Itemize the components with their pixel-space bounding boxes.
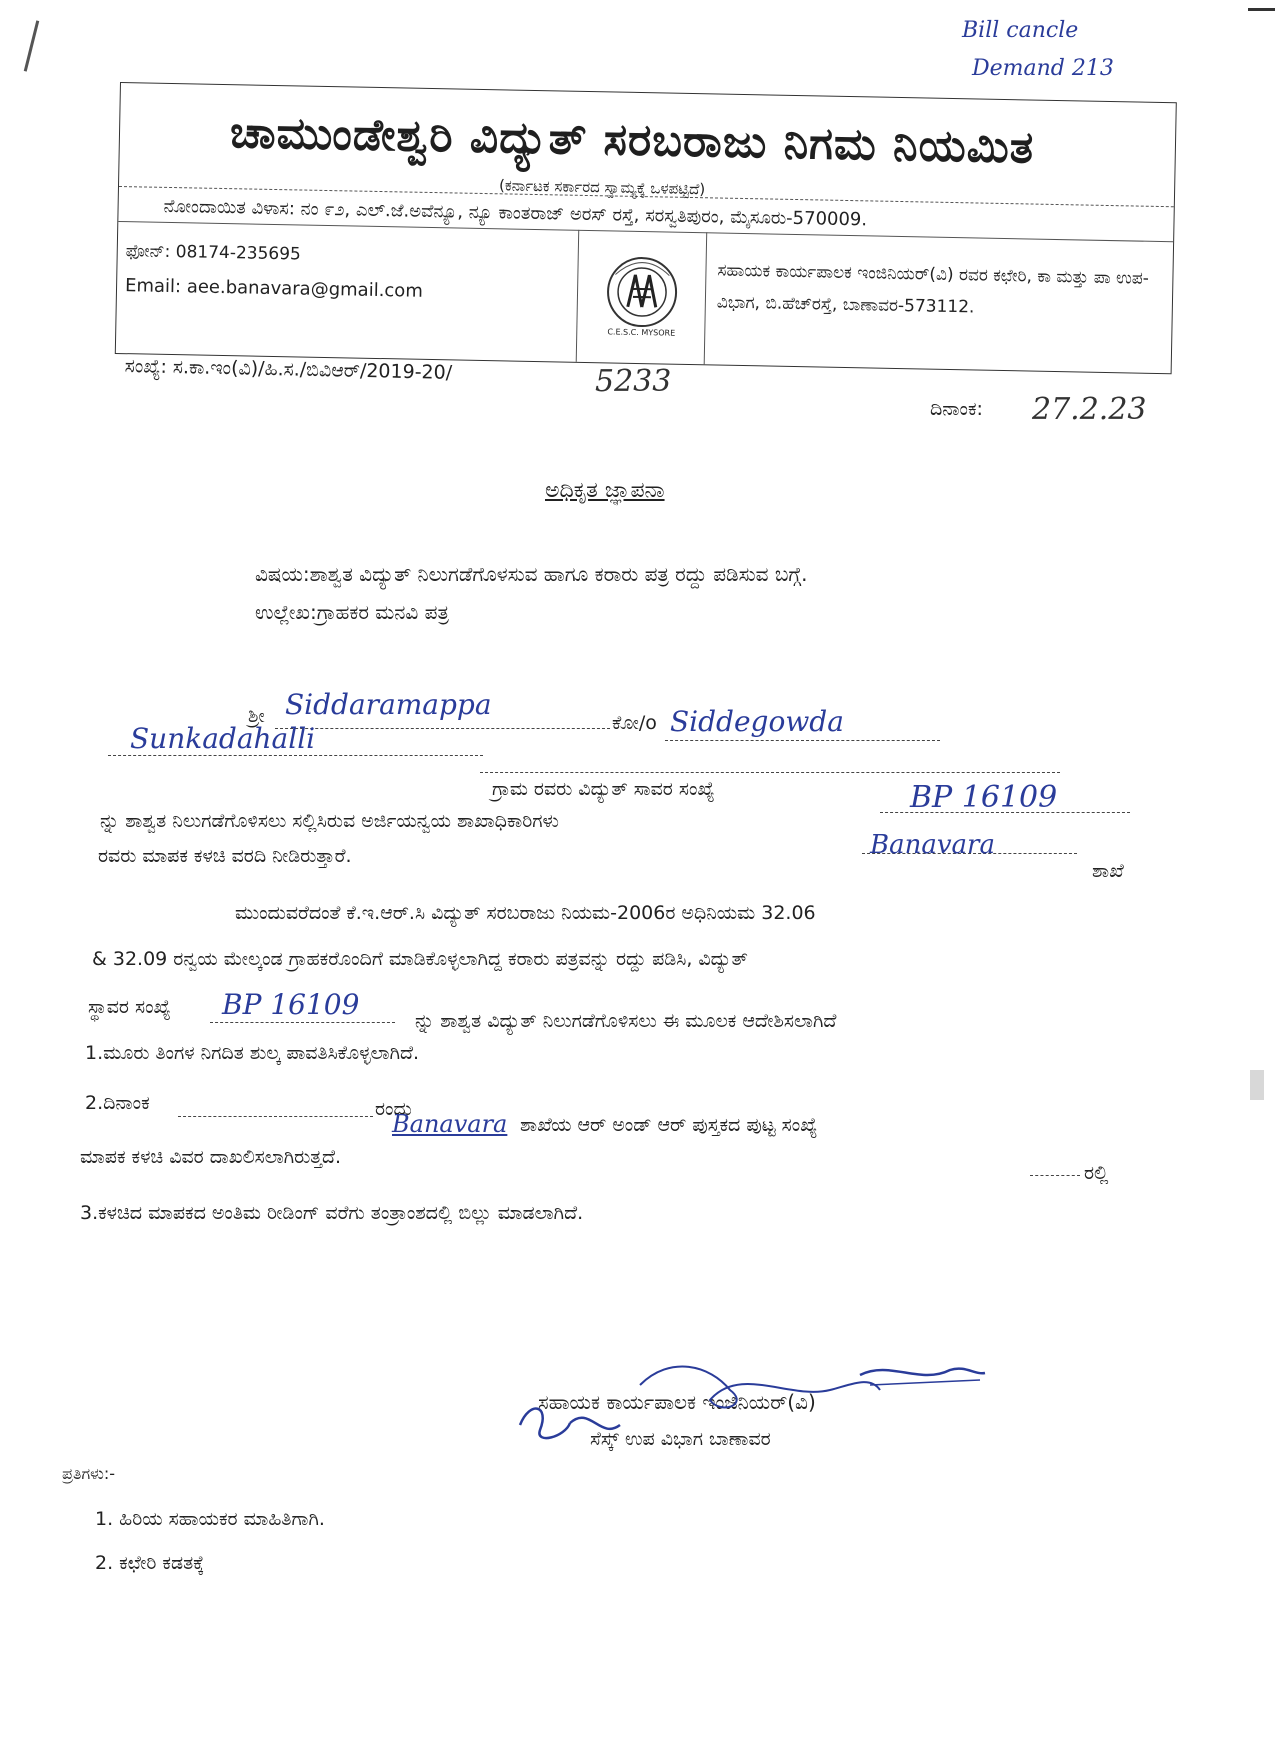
handwritten-signature — [510, 1345, 990, 1455]
section-name: Banavara — [870, 830, 995, 860]
logo-text: C.E.S.C. MYSORE — [607, 327, 676, 338]
para1-text: ನ್ನು ಶಾಶ್ವತ ನಿಲುಗಡೆಗೊಳಿಸಲು ಸಲ್ಲಿಸಿರುವ ಅರ್ಜಿಯನ್ವಯ ಶಾಖಾಧಿಕಾರಿಗಳು — [100, 810, 559, 832]
fill-line — [480, 772, 1060, 773]
father-name: Siddegowda — [670, 705, 844, 738]
letterhead-divider — [576, 230, 580, 362]
item-2-text: ರಲ್ಲಿ — [1084, 1162, 1109, 1184]
item-2-text: ರಂದು — [375, 1098, 412, 1120]
stray-pen-mark — [24, 20, 39, 71]
letterhead — [115, 82, 1177, 374]
reference-number-handwritten: 5233 — [595, 364, 672, 399]
reference-line: ಉಲ್ಲೇಖ:ಗ್ರಾಹಕರ ಮನವಿ ಪತ್ರ — [255, 600, 449, 624]
date-label: ದಿನಾಂಕ: — [930, 398, 983, 420]
phone-number: ಫೋನ್: 08174-235695 — [125, 241, 302, 265]
copy-item: 1. ಹಿರಿಯ ಸಹಾಯಕರ ಮಾಹಿತಿಗಾಗಿ. — [95, 1508, 325, 1530]
consumer-name: Siddaramappa — [285, 688, 492, 721]
email-address: Email: aee.banavara@gmail.com — [124, 275, 424, 302]
letterhead-divider — [704, 232, 708, 364]
scan-edge-artifact — [1250, 1070, 1264, 1100]
company-subtitle: (ಕರ್ನಾಟಕ ಸರ್ಕಾರದ ಸ್ವಾಮ್ಯಕ್ಕೆ ಒಳಪಟ್ಟಿದೆ) — [498, 176, 706, 199]
office-address: ಸಹಾಯಕ ಕಾರ್ಯಪಾಲಕ ಇಂಜಿನಿಯರ್(ವಿ) ರವರ ಕಛೇರಿ, ಕಾ ಮತ್ತು ಪಾ ಉಪ-ವಿಭಾಗ, ಬಿ.ಹೆಚ್‌ರಸ್ತೆ, ಬಾಣಾವರ-573112. — [716, 260, 1150, 318]
signatory-office: ಸೆಸ್ಕ್ ಉಪ ವಿಭಾಗ ಬಾಣಾವರ — [590, 1428, 771, 1450]
document-heading: ಅಧಿಕೃತ ಜ್ಞಾಪನಾ — [545, 478, 665, 503]
annotation-line1: Bill cancle — [962, 18, 1079, 43]
company-title: ಚಾಮುಂಡೇಶ್ವರಿ ವಿದ್ಯುತ್ ಸರಬರಾಜು ನಿಗಮ ನಿಯಮಿತ — [229, 107, 1035, 174]
copies-label: ಪ್ರತಿಗಳು:- — [62, 1464, 116, 1483]
son-of-label: ಕೋ/o — [612, 712, 657, 734]
rr-number: BP 16109 — [910, 780, 1058, 815]
sri-label: ಶ್ರೀ — [248, 705, 265, 727]
fill-line — [275, 728, 610, 729]
subject-line: ವಿಷಯ:ಶಾಶ್ವತ ವಿದ್ಯುತ್ ನಿಲುಗಡೆಗೊಳಸುವ ಹಾಗೂ ಕರಾರು ಪತ್ರ ರದ್ದು ಪಡಿಸುವ ಬಗ್ಗೆ. — [255, 562, 808, 586]
fill-line — [1030, 1175, 1080, 1176]
para1-text: ಶಾಖೆ — [1092, 860, 1124, 882]
fill-line — [665, 740, 940, 741]
signatory-title: ಸಹಾಯಕ ಕಾರ್ಯಪಾಲಕ ಇಂಜಿನಿಯರ್(ವಿ) — [538, 1390, 816, 1414]
registered-address: ನೋಂದಾಯಿತ ವಿಳಾಸ: ನಂ ೯೨, ಎಲ್.ಜೆ.ಅವೆನ್ಯೂ, ನ್ಯೂ ಕಾಂತರಾಜ್ ಅರಸ್ ರಸ್ತೆ, ಸರಸ್ವತಿಪುರಂ, ಮೈಸೂರು-570009. — [163, 195, 868, 231]
cesc-logo — [594, 244, 690, 340]
item-2-text: ಮಾಪಕ ಕಳಚಿ ವಿವರ ದಾಖಲಿಸಲಾಗಿರುತ್ತದೆ. — [80, 1146, 342, 1168]
item-2-section: Banavara — [392, 1110, 508, 1138]
village-name: Sunkadahalli — [130, 722, 316, 755]
para1-text: ಗ್ರಾಮ ರವರು ವಿದ್ಯುತ್ ಸಾವರ ಸಂಖ್ಯೆ — [492, 778, 715, 800]
fill-line — [210, 1022, 395, 1023]
item-2-text: 2.ದಿನಾಂಕ — [85, 1092, 150, 1114]
date-value: 27.2.23 — [1032, 392, 1147, 427]
scan-edge-mark — [1248, 8, 1275, 11]
item-3: 3.ಕಳಚಿದ ಮಾಪಕದ ಅಂತಿಮ ರೀಡಿಂಗ್ ವರೆಗು ತಂತ್ರಾಂಶದಲ್ಲಿ ಬಿಲ್ಲು ಮಾಡಲಾಗಿದೆ. — [80, 1202, 584, 1224]
rr-number: BP 16109 — [222, 988, 360, 1021]
reference-number: ಸಂಖ್ಯೆ: ಸ.ಕಾ.ಇಂ(ವಿ)/ಹಿ.ಸ./ಬಿವಿಆರ್/2019-20/ — [124, 355, 453, 384]
para2-text: ಮುಂದುವರೆದಂತೆ ಕೆ.ಇ.ಆರ್.ಸಿ ವಿದ್ಯುತ್ ಸರಬರಾಜು ನಿಯಮ-2006ರ ಅಧಿನಿಯಮ 32.06 — [235, 902, 816, 924]
item-2-text: ಶಾಖೆಯ ಆರ್ ಅಂಡ್ ಆರ್ ಪುಸ್ತಕದ ಪುಟ್ಟ ಸಂಖ್ಯೆ — [520, 1114, 818, 1136]
para1-text: ರವರು ಮಾಪಕ ಕಳಚಿ ವರದಿ ನೀಡಿರುತ್ತಾರೆ. — [98, 845, 352, 867]
fill-line — [108, 755, 483, 756]
para2-text: & 32.09 ರನ್ವಯ ಮೇಲ್ಕಂಡ ಗ್ರಾಹಕರೊಂದಿಗೆ ಮಾಡಿಕೊಳ್ಳಲಾಗಿದ್ದ ಕರಾರು ಪತ್ರವನ್ನು ರದ್ದು ಪಡಿಸಿ, ವಿದ್ಯುತ್ — [92, 948, 748, 970]
para2-text: ಸ್ಥಾವರ ಸಂಖ್ಯೆ — [88, 996, 171, 1018]
annotation-line2: Demand 213 — [972, 56, 1114, 81]
fill-line — [178, 1116, 373, 1117]
copy-item: 2. ಕಛೇರಿ ಕಡತಕ್ಕೆ — [95, 1552, 205, 1574]
item-1: 1.ಮೂರು ತಿಂಗಳ ನಿಗದಿತ ಶುಲ್ಕ ಪಾವತಿಸಿಕೊಳ್ಳಲಾಗಿದೆ. — [85, 1042, 420, 1064]
para2-text: ನ್ನು ಶಾಶ್ವತ ವಿದ್ಯುತ್ ನಿಲುಗಡೆಗೊಳಿಸಲು ಈ ಮೂಲಕ ಆದೇಶಿಸಲಾಗಿದೆ — [415, 1010, 837, 1032]
